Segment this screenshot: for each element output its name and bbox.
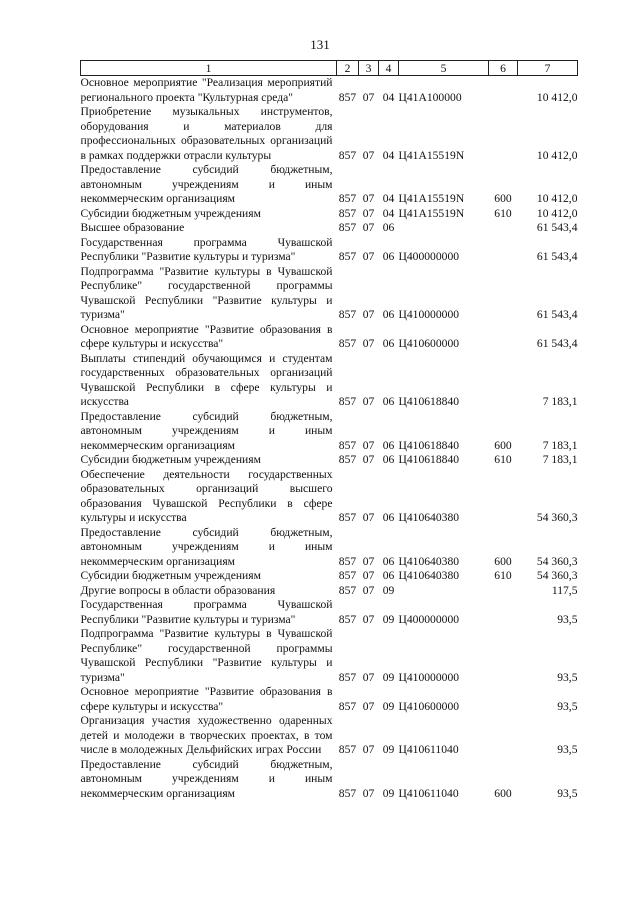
row-section-code: 07 — [362, 308, 375, 321]
row-section-code: 07 — [362, 583, 375, 597]
row-grbs-code: 857 — [338, 453, 357, 466]
row-grbs-code: 857 — [338, 148, 357, 162]
row-amount: 10 412,0 — [536, 90, 578, 104]
row-expense-type: 610 — [494, 453, 512, 466]
table-row — [81, 453, 578, 468]
row-subsection-code: 06 — [382, 511, 395, 524]
row-expense-type: 610 — [494, 569, 512, 582]
row-subsection-code: 09 — [382, 612, 395, 626]
table-row — [81, 207, 578, 222]
table-row — [81, 526, 578, 570]
row-name: Подпрограмма "Развитие культуры в Чувашской Республике" государственной программы Чувашской Республики "Развитие культуры и туризма" — [80, 264, 333, 321]
row-grbs-code: 857 — [338, 337, 357, 350]
row-amount: 61 543,4 — [536, 221, 578, 234]
row-name: Субсидии бюджетным учреждениям — [80, 453, 261, 466]
row-section-code: 07 — [362, 438, 375, 452]
row-name: Основное мероприятие "Реализация мероприятий регионального проекта "Культурная среда" — [80, 76, 333, 104]
row-section-code: 07 — [362, 250, 375, 263]
table-row — [81, 221, 578, 236]
row-target-article: Ц410000000 — [398, 670, 460, 684]
row-section-code: 07 — [362, 569, 375, 582]
row-name: Организация участия художественно одаренных детей и молодежи в творческих проектах, в том числе в молодежных Дельфийских играх России — [80, 714, 333, 756]
table-row — [81, 163, 578, 207]
row-name: Основное мероприятие "Развитие образования в сфере культуры и искусства" — [80, 322, 333, 350]
row-subsection-code: 09 — [382, 699, 395, 713]
row-grbs-code: 857 — [338, 583, 357, 597]
column-header: 2 — [337, 61, 359, 76]
table-row — [81, 105, 578, 163]
row-expense-type — [489, 265, 518, 323]
table-body — [81, 76, 578, 802]
table-row — [81, 685, 578, 714]
row-amount: 7 183,1 — [542, 453, 578, 466]
row-grbs-code: 857 — [338, 192, 357, 205]
row-section-code: 07 — [362, 337, 375, 350]
row-name: Государственная программа Чувашской Республики "Развитие культуры и туризма" — [80, 598, 333, 626]
row-target-article: Ц410618840 — [398, 395, 460, 408]
table-row — [81, 76, 578, 106]
table-row — [81, 758, 578, 802]
row-amount: 10 412,0 — [536, 192, 578, 205]
row-amount: 54 360,3 — [536, 569, 578, 582]
row-subsection-code: 06 — [382, 308, 395, 321]
row-expense-type — [489, 105, 518, 163]
row-subsection-code: 06 — [382, 250, 395, 263]
table-row — [81, 265, 578, 323]
row-name: Подпрограмма "Развитие культуры в Чувашской Республике" государственной программы Чувашской Республики "Развитие культуры и туризма" — [80, 627, 333, 684]
row-grbs-code: 857 — [338, 699, 357, 713]
row-section-code: 07 — [362, 554, 375, 568]
row-name: Субсидии бюджетным учреждениям — [80, 569, 261, 582]
row-target-article: Ц41А15519N — [398, 148, 465, 162]
row-expense-type — [489, 468, 518, 526]
row-section-code: 07 — [362, 670, 375, 684]
row-name: Обеспечение деятельности государственных образовательных организаций высшего образования Чувашской Республики в сфере культуры и искусства — [80, 467, 333, 524]
row-grbs-code: 857 — [338, 612, 357, 626]
row-grbs-code: 857 — [338, 743, 357, 756]
row-expense-type: 600 — [494, 192, 512, 205]
row-grbs-code: 857 — [338, 511, 357, 524]
row-name: Выплаты стипендий обучающимся и студентам государственных образовательных организаций Чувашской Республики в сфере культуры и искусства — [80, 351, 333, 408]
row-expense-type — [489, 76, 518, 106]
row-section-code: 07 — [362, 511, 375, 524]
row-section-code: 07 — [362, 148, 375, 162]
row-subsection-code: 04 — [382, 206, 395, 220]
row-target-article: Ц41А15519N — [398, 206, 465, 220]
row-subsection-code: 09 — [382, 670, 395, 684]
row-target-article: Ц410611040 — [398, 743, 459, 756]
row-subsection-code: 09 — [382, 786, 395, 800]
row-name: Субсидии бюджетным учреждениям — [80, 206, 261, 220]
row-grbs-code: 857 — [338, 670, 357, 684]
row-grbs-code: 857 — [338, 90, 357, 104]
row-grbs-code: 857 — [338, 438, 357, 452]
row-amount: 10 412,0 — [536, 206, 578, 220]
row-target-article: Ц41А15519N — [398, 192, 465, 205]
row-grbs-code: 857 — [338, 206, 357, 220]
row-target-article: Ц410611040 — [398, 786, 459, 800]
row-name: Основное мероприятие "Развитие образования в сфере культуры и искусства" — [80, 685, 333, 713]
row-section-code: 07 — [362, 699, 375, 713]
row-amount: 93,5 — [557, 670, 578, 684]
column-header: 4 — [379, 61, 399, 76]
row-name: Приобретение музыкальных инструментов, оборудования и материалов для профессиональных образовательных организаций в рамках поддержки отрасли культуры — [80, 105, 333, 162]
row-amount: 61 543,4 — [536, 250, 578, 263]
table-header-row — [81, 61, 578, 76]
table-row — [81, 598, 578, 627]
row-section-code: 07 — [362, 453, 375, 466]
row-subsection-code: 06 — [382, 221, 395, 234]
column-header: 5 — [399, 61, 489, 76]
table-row — [81, 627, 578, 685]
row-target-article: Ц410600000 — [398, 699, 460, 713]
row-grbs-code: 857 — [338, 308, 357, 321]
row-expense-type: 600 — [494, 786, 512, 800]
row-expense-type — [489, 714, 518, 758]
row-target-article: Ц400000000 — [398, 250, 460, 263]
row-expense-type — [489, 236, 518, 265]
row-section-code: 07 — [362, 221, 375, 234]
row-target-article: Ц410640380 — [398, 569, 460, 582]
table-row — [81, 468, 578, 526]
table-row — [81, 352, 578, 410]
row-amount: 93,5 — [557, 699, 578, 713]
row-name: Другие вопросы в области образования — [80, 583, 276, 597]
row-subsection-code: 09 — [382, 583, 395, 597]
budget-table — [80, 60, 578, 801]
row-name: Государственная программа Чувашской Республики "Развитие культуры и туризма" — [80, 235, 333, 263]
page-number: 131 — [310, 37, 330, 52]
row-name: Предоставление субсидий бюджетным, автономным учреждениям и иным некоммерческим организациям — [80, 163, 333, 205]
row-target-article: Ц41А100000 — [398, 90, 462, 104]
row-amount: 117,5 — [551, 583, 578, 597]
table-row — [81, 569, 578, 584]
row-grbs-code: 857 — [338, 554, 357, 568]
row-grbs-code: 857 — [338, 569, 357, 582]
column-header: 6 — [489, 61, 518, 76]
row-amount: 7 183,1 — [542, 438, 578, 452]
row-grbs-code: 857 — [338, 250, 357, 263]
row-amount: 10 412,0 — [536, 148, 578, 162]
row-expense-type: 600 — [494, 438, 512, 452]
row-amount: 7 183,1 — [542, 395, 578, 408]
table-row — [81, 323, 578, 352]
row-section-code: 07 — [362, 395, 375, 408]
row-expense-type — [489, 323, 518, 352]
row-subsection-code: 06 — [382, 554, 395, 568]
row-amount: 93,5 — [557, 743, 578, 756]
column-header: 1 — [81, 61, 337, 76]
row-target-article: Ц400000000 — [398, 612, 460, 626]
row-section-code: 07 — [362, 206, 375, 220]
row-subsection-code: 06 — [382, 569, 395, 582]
row-expense-type: 600 — [494, 554, 512, 568]
row-target-article: Ц410640380 — [398, 511, 460, 524]
row-amount: 54 360,3 — [536, 511, 578, 524]
row-amount: 61 543,4 — [536, 308, 578, 321]
row-subsection-code: 06 — [382, 453, 395, 466]
row-expense-type — [489, 221, 518, 236]
row-name: Высшее образование — [80, 221, 185, 234]
row-expense-type: 610 — [494, 206, 512, 220]
row-target-article: Ц410618840 — [398, 453, 460, 466]
row-expense-type — [489, 627, 518, 685]
row-subsection-code: 06 — [382, 438, 395, 452]
row-section-code: 07 — [362, 192, 375, 205]
row-subsection-code: 06 — [382, 395, 395, 408]
row-name: Предоставление субсидий бюджетным, автономным учреждениям и иным некоммерческим организациям — [80, 525, 333, 568]
row-grbs-code: 857 — [338, 786, 357, 800]
row-target-article: Ц410640380 — [398, 554, 460, 568]
row-section-code: 07 — [362, 743, 375, 756]
row-name: Предоставление субсидий бюджетным, автономным учреждениям и иным некоммерческим организациям — [80, 409, 333, 452]
row-subsection-code: 04 — [382, 192, 395, 205]
row-target-article — [399, 221, 489, 236]
row-amount: 93,5 — [557, 786, 578, 800]
table-row — [81, 410, 578, 454]
row-grbs-code: 857 — [338, 395, 357, 408]
row-section-code: 07 — [362, 90, 375, 104]
row-subsection-code: 06 — [382, 337, 395, 350]
row-name: Предоставление субсидий бюджетным, автономным учреждениям и иным некоммерческим организациям — [80, 757, 333, 800]
column-header: 3 — [359, 61, 379, 76]
column-header: 7 — [518, 61, 578, 76]
row-target-article: Ц410618840 — [398, 438, 460, 452]
row-amount: 54 360,3 — [536, 554, 578, 568]
row-expense-type — [489, 685, 518, 714]
row-expense-type — [489, 598, 518, 627]
row-amount: 61 543,4 — [536, 337, 578, 350]
row-subsection-code: 09 — [382, 743, 395, 756]
row-expense-type — [489, 352, 518, 410]
row-grbs-code: 857 — [338, 221, 357, 234]
row-subsection-code: 04 — [382, 90, 395, 104]
row-target-article: Ц410000000 — [398, 308, 460, 321]
row-section-code: 07 — [362, 786, 375, 800]
table-row — [81, 714, 578, 758]
table-row — [81, 236, 578, 265]
row-subsection-code: 04 — [382, 148, 395, 162]
row-amount: 93,5 — [557, 612, 578, 626]
row-target-article: Ц410600000 — [398, 337, 460, 350]
row-section-code: 07 — [362, 612, 375, 626]
row-target-article — [399, 584, 489, 599]
row-expense-type — [489, 584, 518, 599]
table-row — [81, 584, 578, 599]
